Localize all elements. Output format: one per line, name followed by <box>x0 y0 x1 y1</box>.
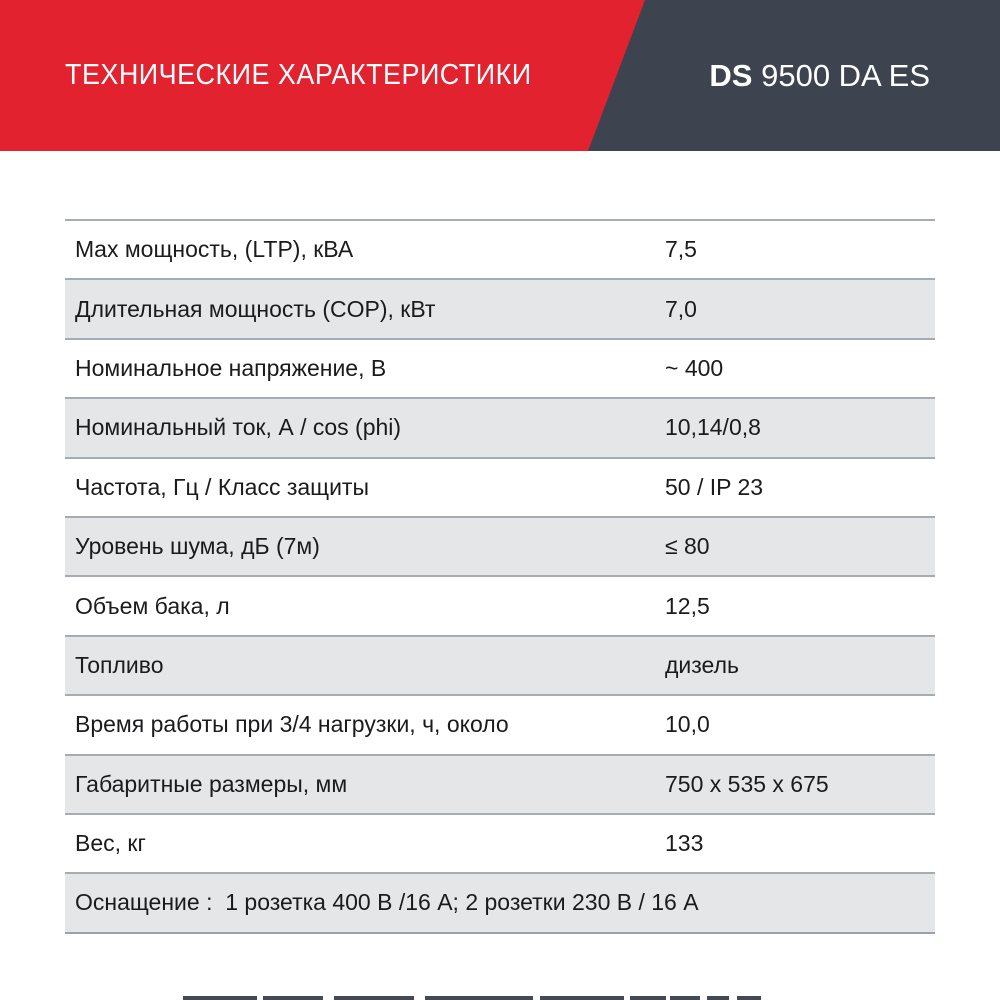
table-row <box>65 397 935 456</box>
spec-value: 133 <box>665 830 704 857</box>
spec-label: Габаритные размеры, мм <box>75 770 348 797</box>
spec-value: 750 x 535 x 675 <box>665 770 829 797</box>
table-row <box>65 516 935 575</box>
spec-label: Номинальный ток, А / cos (phi) <box>75 414 402 441</box>
header-banner <box>0 0 1000 151</box>
table-row <box>65 338 935 397</box>
model-name <box>709 0 930 151</box>
table-row <box>65 813 935 872</box>
cutoff-text-marks <box>0 995 1000 1000</box>
spec-value: дизель <box>665 651 739 678</box>
spec-value: 7,0 <box>665 295 697 322</box>
spec-value: 50 / IP 23 <box>665 473 764 500</box>
spec-value: 12,5 <box>665 592 710 619</box>
table-row <box>65 457 935 516</box>
spec-label: Объем бака, л <box>75 592 230 619</box>
spec-value: 10,14/0,8 <box>665 414 761 441</box>
table-row <box>65 219 935 278</box>
table-row-equipment <box>65 872 935 931</box>
spec-label: Вес, кг <box>75 830 146 857</box>
spec-label: Уровень шума, дБ (7м) <box>75 533 320 560</box>
spec-label: Топливо <box>75 651 164 678</box>
spec-label: Номинальное напряжение, В <box>75 354 387 381</box>
spec-value: 10,0 <box>665 711 710 738</box>
model-name-brand: DS <box>709 57 753 93</box>
table-row <box>65 694 935 753</box>
spec-label: Время работы при 3/4 нагрузки, ч, около <box>75 711 509 738</box>
model-name-number: 9500 DA ES <box>752 57 930 93</box>
table-row <box>65 635 935 694</box>
page-title: ТЕХНИЧЕСКИЕ ХАРАКТЕРИСТИКИ <box>65 59 532 91</box>
spec-label: Max мощность, (LTP), кВА <box>75 236 354 263</box>
spec-value: ~ 400 <box>665 354 724 381</box>
spec-value: ≤ 80 <box>665 533 710 560</box>
spec-table <box>65 219 935 934</box>
table-row <box>65 575 935 634</box>
spec-label: Частота, Гц / Класс защиты <box>75 473 370 500</box>
spec-value: 7,5 <box>665 236 697 263</box>
table-row <box>65 278 935 337</box>
table-row <box>65 754 935 813</box>
spec-label: Длительная мощность (COP), кВт <box>75 295 436 322</box>
equipment-text: Оснащение : 1 розетка 400 В /16 А; 2 розетки 230 В / 16 А <box>75 889 699 916</box>
